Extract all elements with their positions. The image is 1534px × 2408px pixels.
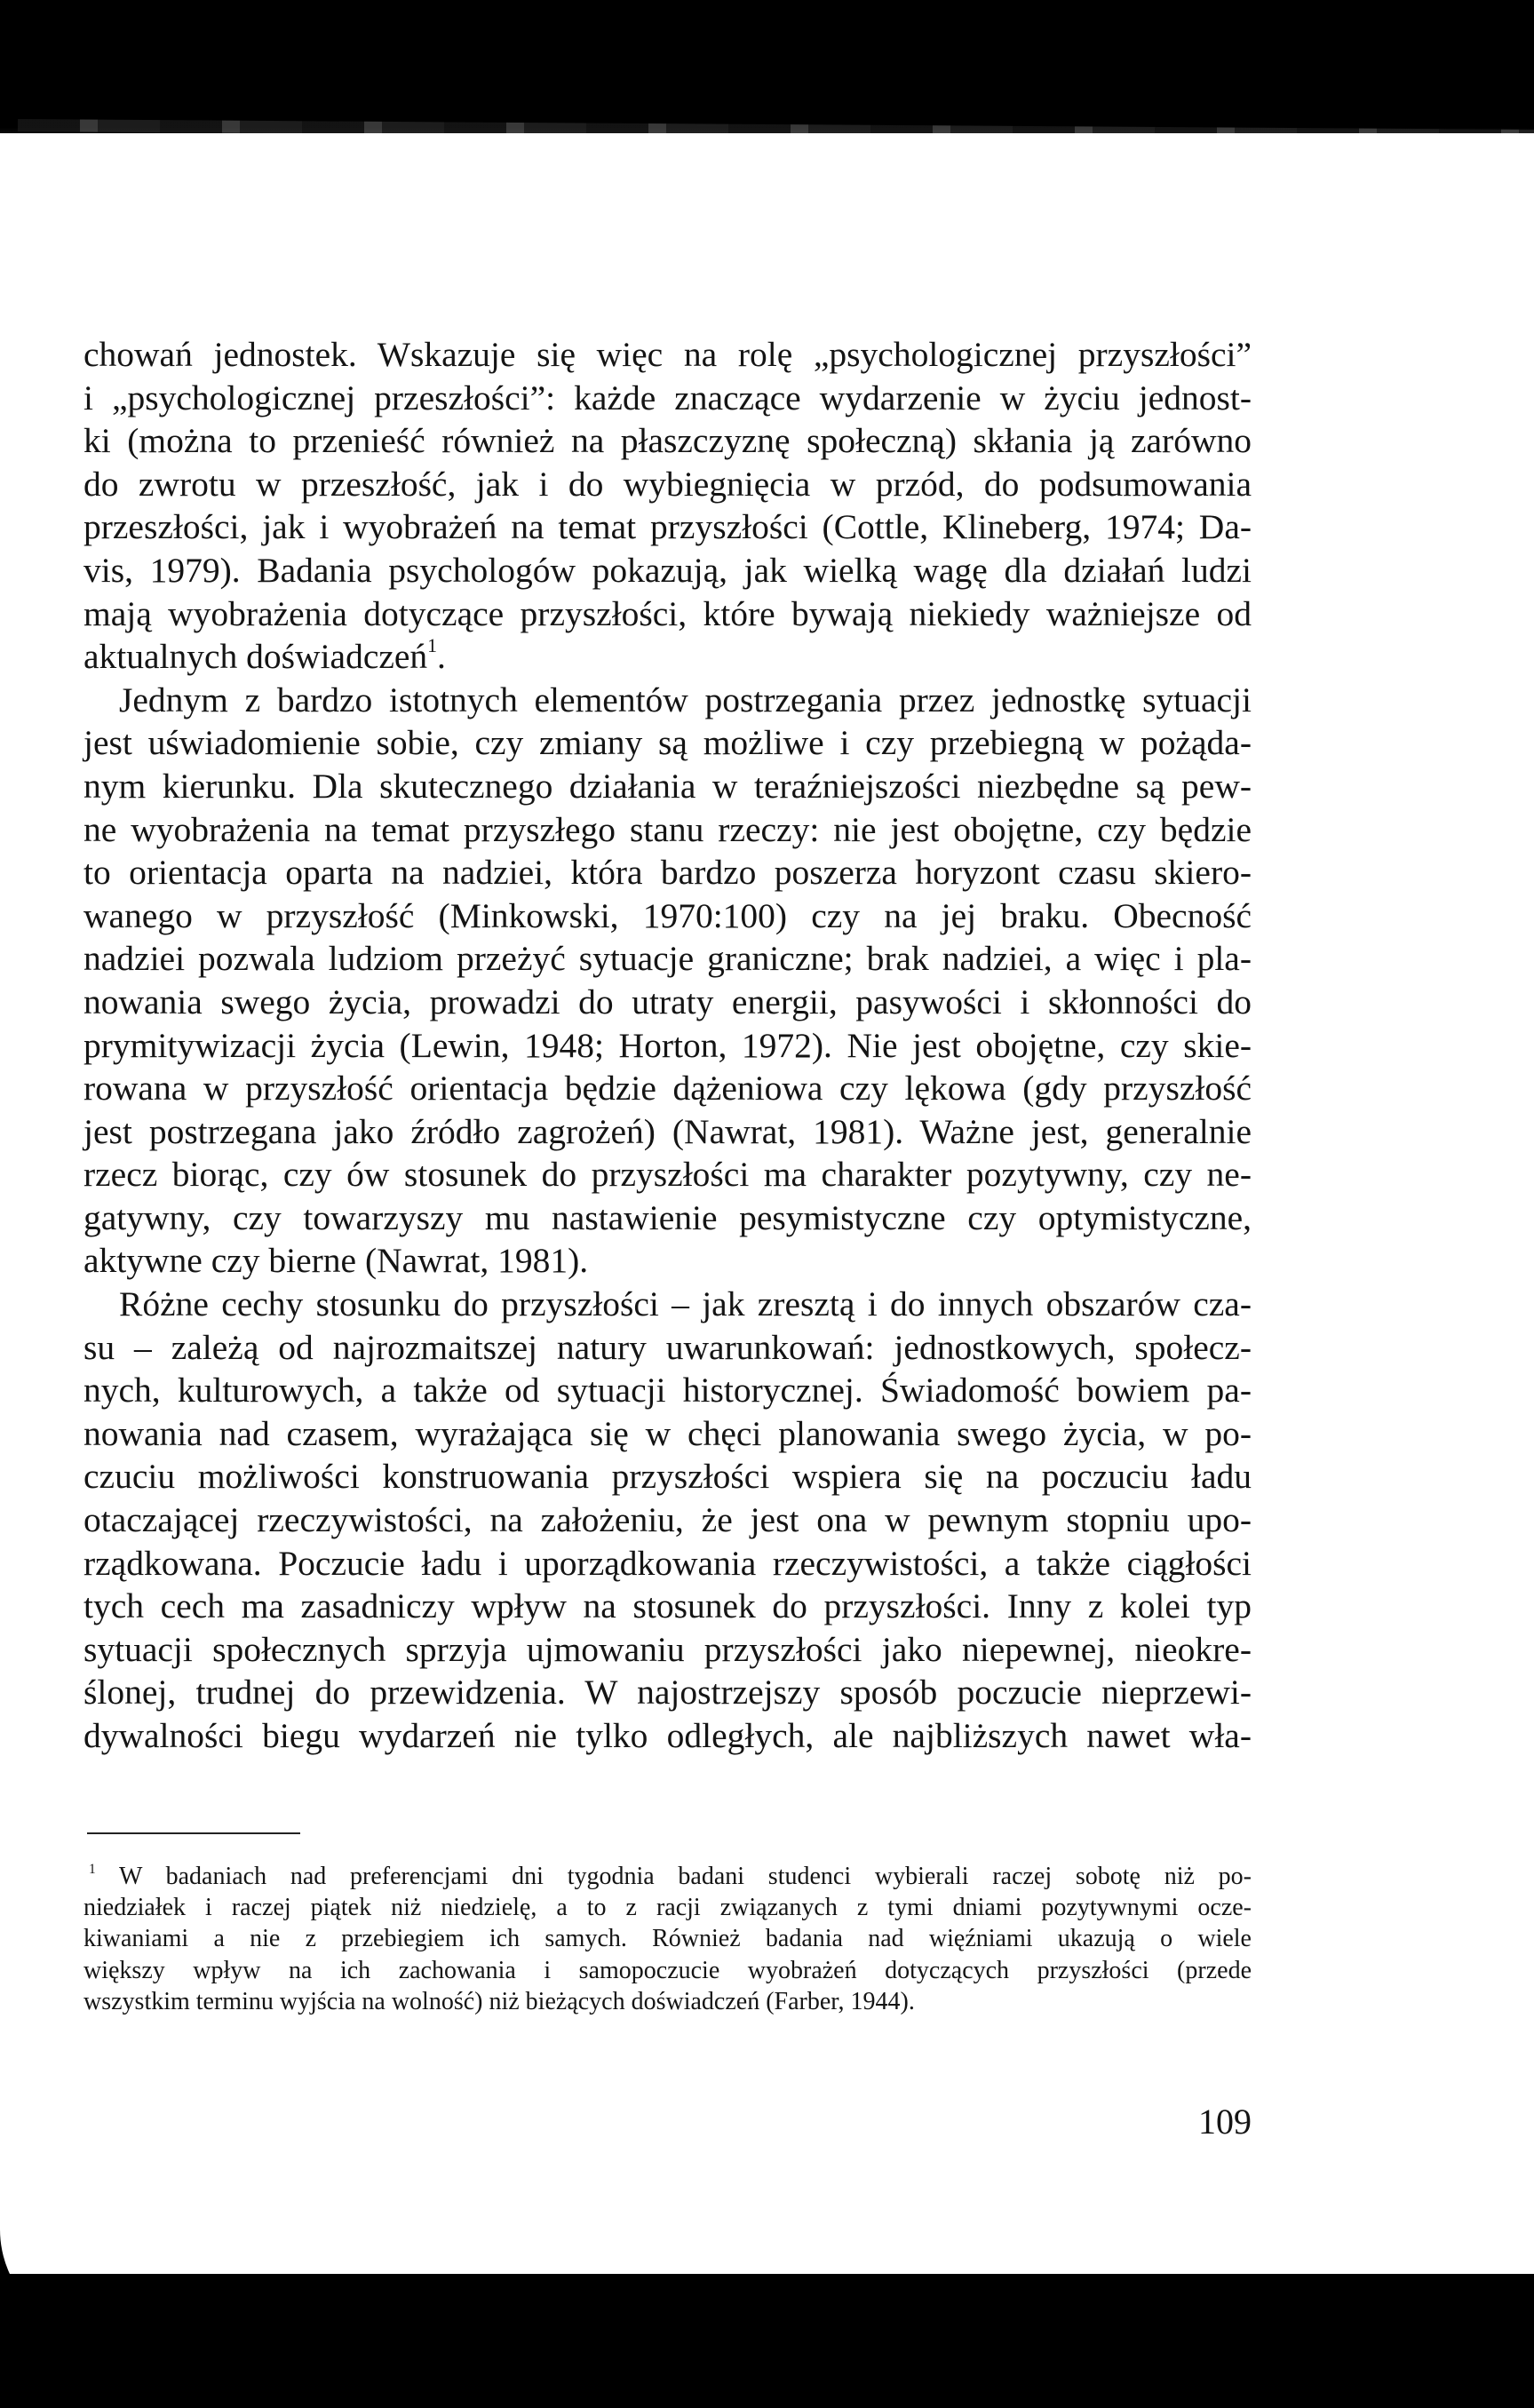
body-line: prymitywizacji życia (Lewin, 1948; Horton, 1972). Nie jest obojętne, czy skie- [83, 1025, 1252, 1065]
body-line: nowania nad czasem, wyrażająca się w chęci planowania swego życia, w po- [83, 1413, 1252, 1453]
body-line: rowana w przyszłość orientacja będzie dążeniowa czy lękowa (gdy przyszłość [83, 1069, 1252, 1109]
body-line: wanego w przyszłość (Minkowski, 1970:100) czy na jej braku. Obecność [83, 895, 1252, 935]
body-line: to orientacja oparta na nadziei, która bardzo poszerza horyzont czasu skiero- [83, 853, 1252, 893]
body-line: gatywny, czy towarzyszy mu nastawienie pesymistyczne czy optymistyczne, [83, 1197, 1252, 1237]
body-line: tych cech ma zasadniczy wpływ na stosunek do przyszłości. Inny z kolei typ [83, 1586, 1252, 1626]
body-line: nych, kulturowych, a także od sytuacji historycznej. Świadomość bowiem pa- [83, 1371, 1252, 1411]
footnote-separator [87, 1832, 300, 1834]
body-line: mają wyobrażenia dotyczące przyszłości, które bywają niekiedy ważniejsze od [83, 593, 1252, 633]
body-line-with-footnote-ref [83, 635, 1252, 679]
body-line: vis, 1979). Badania psychologów pokazują, jak wielką wagę dla działań ludzi [83, 550, 1252, 590]
body-line-text: aktualnych doświadczeń [83, 637, 428, 677]
footnote-reference-period: . [437, 637, 446, 677]
page-number: 109 [1198, 2102, 1252, 2142]
footnote-text: W badaniach nad preferencjami dni tygodnia badani studenci wybierali raczej sobotę niż po- [118, 1863, 1252, 1890]
body-line: przeszłości, jak i wyobrażeń na temat przyszłości (Cottle, Klineberg, 1974; Da- [83, 507, 1252, 547]
body-line: nym kierunku. Dla skutecznego działania w teraźniejszości niezbędne są pew- [83, 766, 1252, 806]
footnote-line: wszystkim terminu wyjścia na wolność) niż bieżących doświadczeń (Farber, 1944). [83, 1987, 915, 2015]
footnote-line: większy wpływ na ich zachowania i samopoczucie wyobrażeń dotyczących przyszłości (przede [83, 1956, 1252, 1984]
footnotes [83, 1861, 1252, 2017]
body-line: otaczającej rzeczywistości, na założeniu, że jest ona w pewnym stopniu upo- [83, 1500, 1252, 1540]
body-line: czuciu możliwości konstruowania przyszłości wspiera się na poczuciu ładu [83, 1457, 1252, 1497]
body-line: sytuacji społecznych sprzyja ujmowaniu przyszłości jako niepewnej, nieokre- [83, 1629, 1252, 1669]
body-line: nowania swego życia, prowadzi do utraty energii, pasywości i skłonności do [83, 981, 1252, 1021]
body-line: Różne cechy stosunku do przyszłości – jak zresztą i do innych obszarów cza- [119, 1284, 1252, 1324]
body-line: dywalności biegu wydarzeń nie tylko odległych, ale najbliższych nawet wła- [83, 1716, 1252, 1755]
body-line: ne wyobrażenia na temat przyszłego stanu rzeczy: nie jest obojętne, czy będzie [83, 809, 1252, 849]
footnote-line: kiwaniami a nie z przebiegiem ich samych. Również badania nad więźniami ukazują o wiele [83, 1925, 1252, 1953]
body-line: jest postrzegana jako źródło zagrożeń) (Nawrat, 1981). Ważne jest, generalnie [83, 1111, 1252, 1151]
body-line: su – zależą od najrozmaitszej natury uwarunkowań: jednostkowych, społecz- [83, 1327, 1252, 1367]
footnote-line: niedziałek i raczej piątek niż niedzielę, a to z racji związanych z tymi dniami pozytywnymi ocze- [83, 1894, 1252, 1922]
body-line: Jednym z bardzo istotnych elementów postrzegania przez jednostkę sytuacji [119, 679, 1252, 719]
body-line: i „psychologicznej przeszłości”: każde znaczące wydarzenie w życiu jednost- [83, 377, 1252, 417]
body-line: ki (można to przenieść również na płaszczyznę społeczną) skłania ją zarówno [83, 421, 1252, 461]
body-line: do zwrotu w przeszłość, jak i do wybiegnięcia w przód, do podsumowania [83, 464, 1252, 504]
body-line: nadziei pozwala ludziom przeżyć sytuacje graniczne; brak nadziei, a więc i pla- [83, 939, 1252, 979]
footnote-reference[interactable]: 1 [427, 635, 438, 657]
body-line: rządkowana. Poczucie ładu i uporządkowania rzeczywistości, a także ciągłości [83, 1543, 1252, 1583]
footnote-marker: 1 [89, 1861, 96, 1877]
body-line: rzecz biorąc, czy ów stosunek do przyszłości ma charakter pozytywny, czy ne- [83, 1155, 1252, 1195]
footnote-line [83, 1861, 1252, 1892]
body-line: ślonej, trudnej do przewidzenia. W najostrzejszy sposób poczucie nieprzewi- [83, 1673, 1252, 1713]
body-line: chowań jednostek. Wskazuje się więc na rolę „psychologicznej przyszłości” [83, 335, 1252, 374]
body-text [83, 333, 1252, 1758]
body-line: jest uświadomienie sobie, czy zmiany są możliwe i czy przebiegną w pożąda- [83, 723, 1252, 763]
scan-top-edge [0, 0, 1534, 155]
body-line: aktywne czy bierne (Nawrat, 1981). [83, 1241, 589, 1281]
scan-bottom-edge [0, 2274, 1534, 2408]
